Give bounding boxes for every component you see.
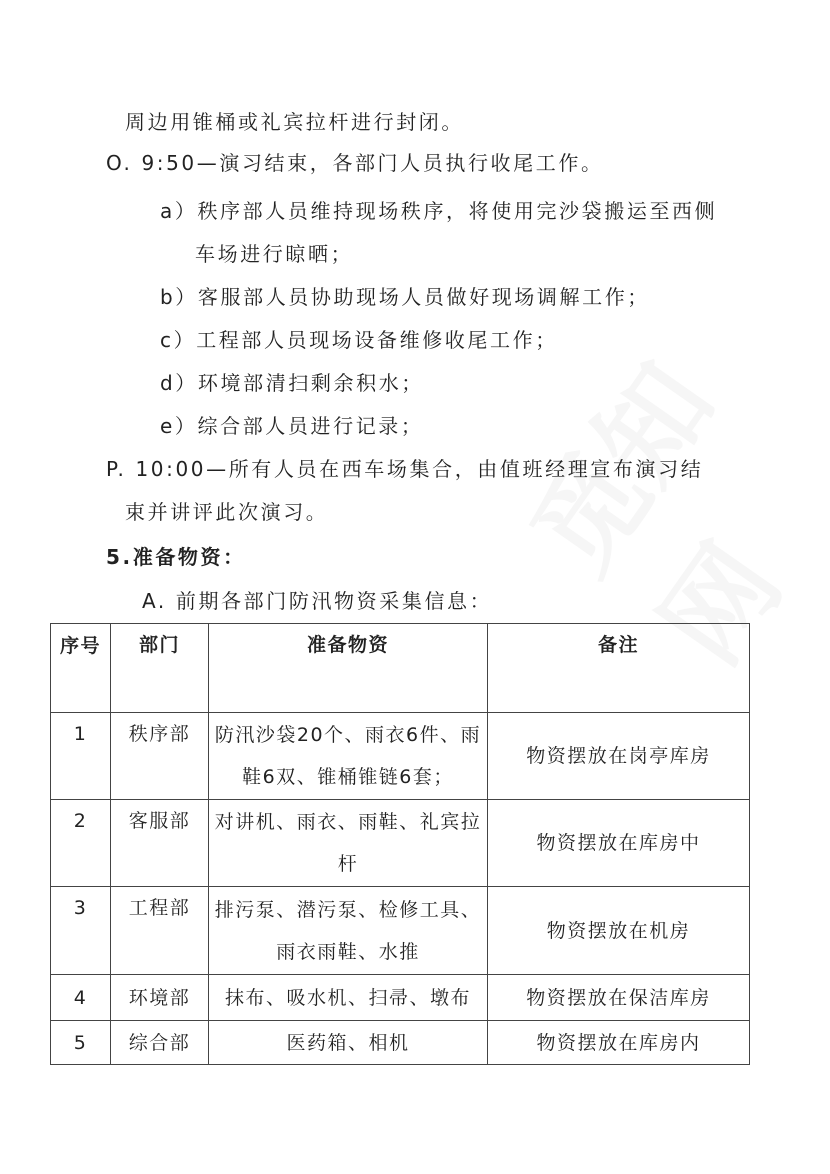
cell-dept: 环境部	[111, 975, 209, 1021]
header-no: 序号	[51, 624, 111, 713]
step-e: e）综合部人员进行记录；	[160, 414, 424, 438]
cell-items: 防汛沙袋20个、雨衣6件、雨鞋6双、锥桶锥链6套；	[209, 713, 488, 800]
step-c: c）工程部人员现场设备维修收尾工作；	[160, 328, 558, 352]
cell-no: 4	[51, 975, 111, 1021]
step-b: b）客服部人员协助现场人员做好现场调解工作；	[160, 285, 650, 309]
cell-items: 排污泵、潜污泵、检修工具、雨衣雨鞋、水推	[209, 887, 488, 975]
step-d: d）环境部清扫剩余积水；	[160, 371, 424, 395]
text-line: 周边用锥桶或礼宾拉杆进行封闭。	[125, 110, 464, 134]
cell-no: 5	[51, 1021, 111, 1065]
table-header-row	[51, 624, 750, 713]
cell-dept: 综合部	[111, 1021, 209, 1065]
header-items: 准备物资	[209, 624, 488, 713]
step-a: a）秩序部人员维持现场秩序，将使用完沙袋搬运至西侧	[160, 199, 718, 223]
cell-dept: 客服部	[111, 800, 209, 887]
table-row	[51, 713, 750, 800]
cell-items: 医药箱、相机	[209, 1021, 488, 1065]
table-row	[51, 887, 750, 975]
cell-dept: 工程部	[111, 887, 209, 975]
cell-note: 物资摆放在岗亭库房	[488, 713, 750, 800]
cell-no: 2	[51, 800, 111, 887]
cell-dept: 秩序部	[111, 713, 209, 800]
step-p-cont: 束并讲评此次演习。	[125, 500, 329, 524]
sub-heading: A. 前期各部门防汛物资采集信息：	[142, 589, 493, 613]
materials-table	[50, 623, 750, 1065]
cell-note: 物资摆放在库房中	[488, 800, 750, 887]
header-dept: 部门	[111, 624, 209, 713]
table-row	[51, 1021, 750, 1065]
table-row	[51, 800, 750, 887]
header-note: 备注	[488, 624, 750, 713]
cell-items: 对讲机、雨衣、雨鞋、礼宾拉杆	[209, 800, 488, 887]
step-p: P. 10:00—所有人员在西车场集合，由值班经理宣布演习结	[106, 457, 704, 481]
section-heading: 5.准备物资：	[106, 545, 246, 569]
cell-items: 抹布、吸水机、扫帚、墩布	[209, 975, 488, 1021]
cell-no: 3	[51, 887, 111, 975]
table-row	[51, 975, 750, 1021]
cell-no: 1	[51, 713, 111, 800]
cell-note: 物资摆放在机房	[488, 887, 750, 975]
step-o: O. 9:50—演习结束，各部门人员执行收尾工作。	[106, 151, 604, 175]
cell-note: 物资摆放在库房内	[488, 1021, 750, 1065]
step-a-cont: 车场进行晾晒；	[195, 242, 354, 266]
cell-note: 物资摆放在保洁库房	[488, 975, 750, 1021]
